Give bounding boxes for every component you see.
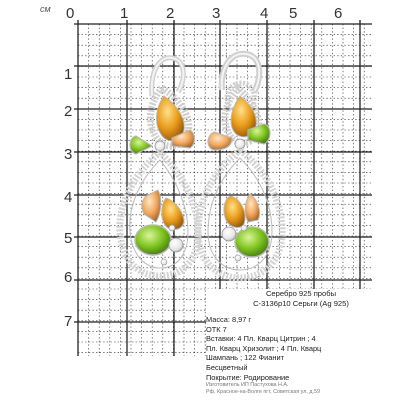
inserts-line-4: Бесцветный — [206, 362, 248, 372]
x-axis-label-5: 5 — [289, 5, 298, 22]
x-axis-label-2: 2 — [166, 5, 175, 22]
y-axis-label-4: 4 — [64, 189, 73, 206]
x-axis-label-0: 0 — [66, 5, 75, 22]
y-axis-label-6: 6 — [64, 269, 73, 286]
y-axis-label-2: 2 — [64, 103, 73, 120]
right-earring — [198, 54, 282, 278]
maker-line-1: Изготовитель ИП Пастухова Н.А. — [206, 382, 289, 389]
inserts-line-3: Шампань ; 122 Фианит — [206, 353, 285, 363]
weight-line: Масса: 8,97 г — [206, 315, 252, 324]
left-earring — [120, 58, 198, 276]
otk-line: ОТК 7 — [206, 324, 227, 334]
inserts-line-2: Пл. Кварц Хризолит ; 4 Пл. Кварц — [206, 343, 322, 353]
y-axis-label-3: 3 — [64, 146, 73, 163]
y-axis-label-5: 5 — [64, 230, 73, 247]
product-title — [206, 289, 396, 309]
unit-label: см — [40, 4, 51, 14]
x-axis-label-4: 4 — [260, 5, 269, 22]
material-line: Серебро 925 пробы — [265, 289, 337, 298]
coating-line: Покрытие: Родирование — [206, 372, 290, 382]
y-axis-label-7: 7 — [64, 313, 73, 330]
inserts-line-1: Вставки: 4 Пл. Кварц Цитрин ; 4 — [206, 334, 316, 344]
y-axis-label-1: 1 — [64, 66, 73, 83]
product-info-panel — [206, 289, 396, 396]
x-axis-label-6: 6 — [334, 5, 343, 22]
x-axis-label-3: 3 — [212, 5, 221, 22]
article-line: С-3136р10 Серьги (Ag 925) — [253, 299, 349, 308]
x-axis-label-1: 1 — [120, 5, 129, 22]
maker-line-2: Рф, Красное-на-Волге пгт, Советская ул, д.59 — [206, 389, 320, 396]
